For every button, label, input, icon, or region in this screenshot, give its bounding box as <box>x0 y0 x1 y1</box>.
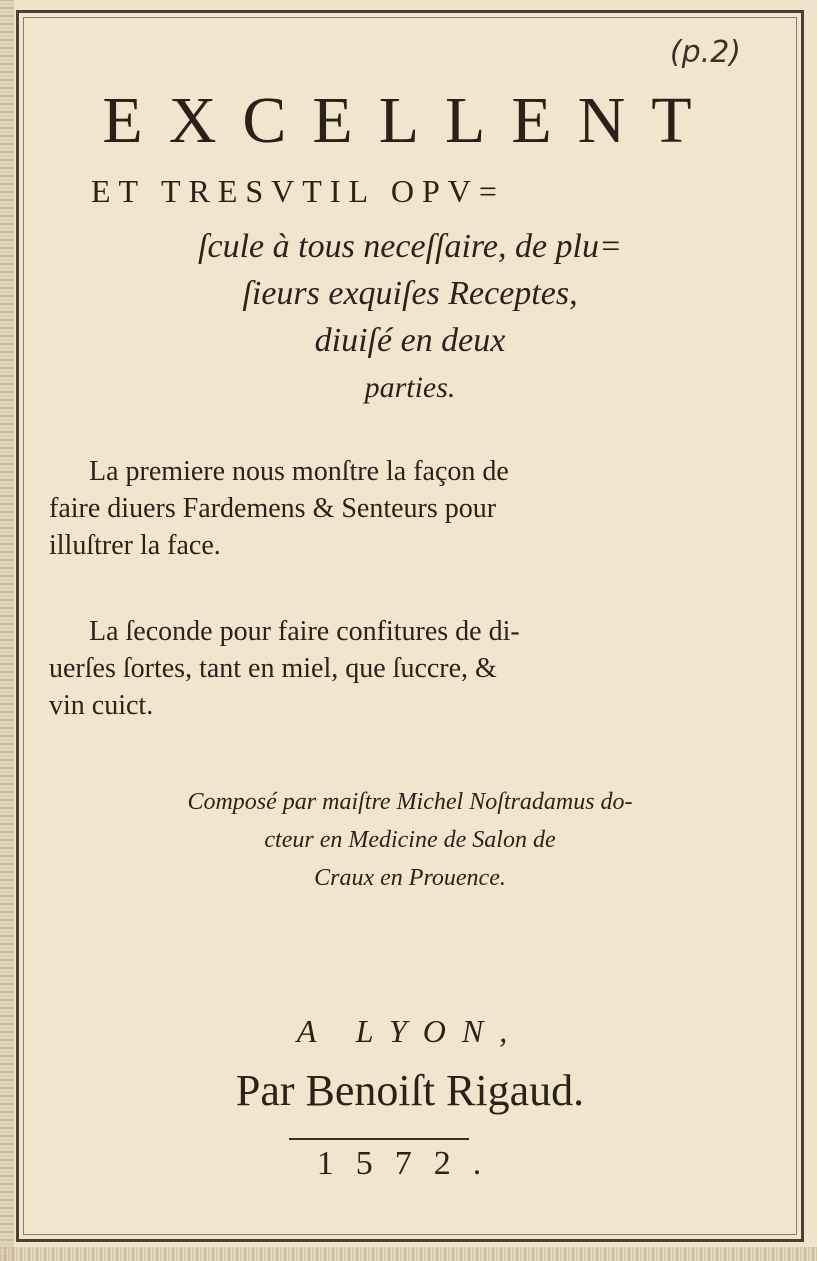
paragraph-second-line-1: La ſeconde pour faire confitures de di- <box>89 616 520 647</box>
page-bleed-bottom <box>0 1247 817 1261</box>
imprint-year: 1572. <box>316 1145 504 1182</box>
paragraph-first-line-1: La premiere nous monſtre la façon de <box>89 456 509 487</box>
title-page <box>16 10 804 1242</box>
author-line-2: cteur en Medicine de Salon de <box>264 827 556 853</box>
author-line-1: Composé par maiſtre Michel Noſtradamus do- <box>187 789 633 815</box>
book-title: EXCELLENT <box>102 84 718 157</box>
author-line-3: Craux en Prouence. <box>314 865 506 891</box>
paragraph-second-line-2: uerſes ſortes, tant en miel, que ſuccre, & <box>49 653 497 684</box>
handwritten-annotation: (p.2) <box>669 35 741 70</box>
subtitle-line-4: diuiſé en deux <box>314 322 506 359</box>
subtitle-line-3: ſieurs exquiſes Receptes, <box>242 275 578 312</box>
paragraph-first-line-2: faire diuers Fardemens & Senteurs pour <box>49 493 497 524</box>
paragraph-second-line-3: vin cuict. <box>49 690 154 721</box>
subtitle-line-1: ET TRESVTIL OPV= <box>91 173 505 209</box>
imprint-place: A LYON, <box>296 1013 524 1049</box>
subtitle-line-2: ſcule à tous neceſſaire, de plu= <box>198 228 622 265</box>
page-bleed-left <box>0 0 14 1261</box>
imprint-divider <box>289 1138 469 1140</box>
imprint-publisher: Par Benoiſt Rigaud. <box>235 1066 585 1115</box>
subtitle-line-5: parties. <box>364 371 456 404</box>
paragraph-first-line-3: illuſtrer la face. <box>49 530 221 561</box>
author-statement <box>49 783 771 897</box>
